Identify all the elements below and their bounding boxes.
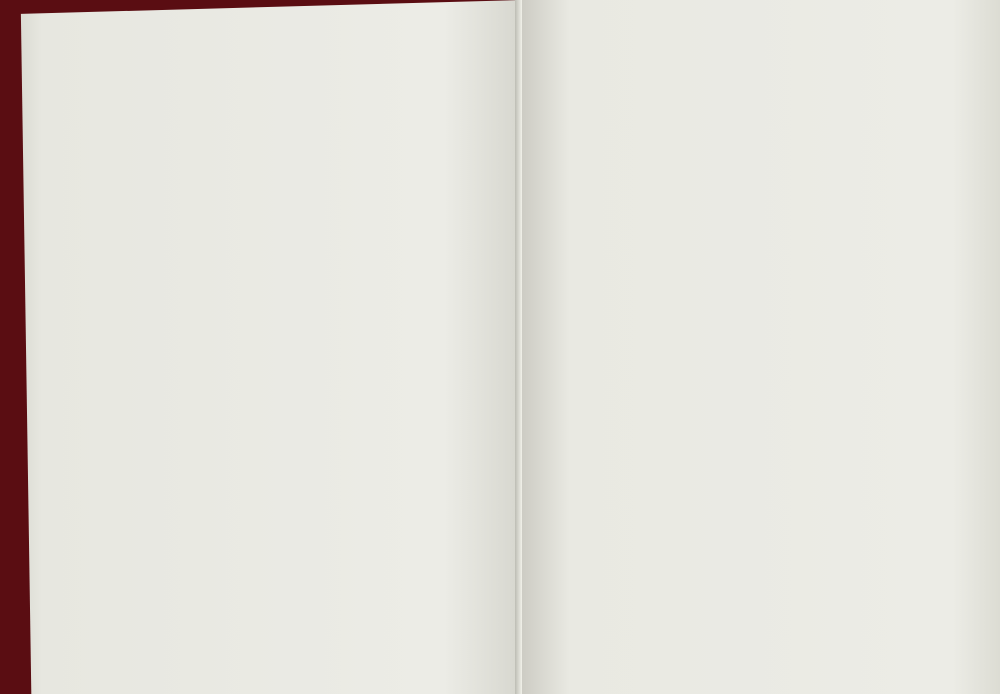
right-page-contents: [532, 0, 977, 8]
right-page: [522, 0, 1000, 694]
left-page-contents: [75, 41, 495, 50]
